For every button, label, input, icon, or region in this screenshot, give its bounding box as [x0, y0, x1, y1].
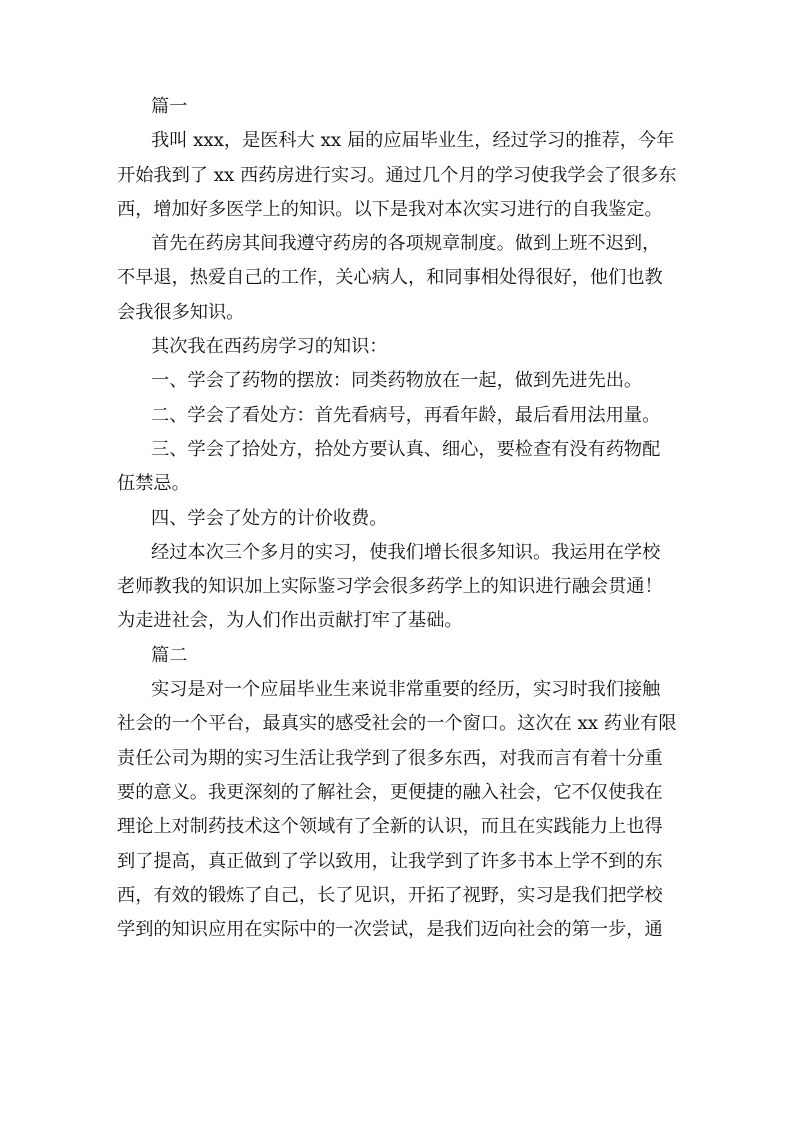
list-item-2: 二、学会了看处方：首先看病号，再看年龄，最后看用法用量。 — [151, 404, 661, 426]
text-line-5: 不早退，热爱自己的工作，关心病人，和同事相处得很好，他们也教 — [117, 267, 663, 289]
text-line-14: 要的意义。我更深刻的了解社会，更便捷的融入社会，它不仅使我在 — [117, 781, 663, 803]
text-line-9: 老师教我的知识加上实际鉴习学会很多药学上的知识进行融会贯通！ — [117, 576, 663, 598]
list-item-3-continuation: 伍禁忌。 — [117, 473, 190, 495]
text-line-13: 责任公司为期的实习生活让我学到了很多东西，对我而言有着十分重 — [117, 747, 663, 769]
text-line-4: 首先在药房其间我遵守药房的各项规章制度。做到上班不迟到， — [151, 233, 661, 255]
document-body — [117, 90, 680, 947]
section-heading-2: 篇二 — [151, 644, 188, 666]
text-line-12: 社会的一个平台，最真实的感受社会的一个窗口。这次在 xx 药业有限 — [117, 713, 677, 735]
text-line-15: 理论上对制药技术这个领域有了全新的认识，而且在实践能力上也得 — [117, 816, 663, 838]
list-item-3: 三、学会了拾处方，拾处方要认真、细心，要检查有没有药物配 — [151, 438, 661, 460]
list-item-4: 四、学会了处方的计价收费。 — [151, 507, 388, 529]
list-item-1: 一、学会了药物的摆放：同类药物放在一起，做到先进先出。 — [151, 370, 643, 392]
text-line-17: 西，有效的锻炼了自己，长了见识，开拓了视野，实习是我们把学校 — [117, 884, 663, 906]
text-line-10: 为走进社会，为人们作出贡献打牢了基础。 — [117, 610, 463, 632]
text-line-2: 开始我到了 xx 西药房进行实习。通过几个月的学习使我学会了很多东 — [117, 164, 677, 186]
text-line-6: 会我很多知识。 — [117, 301, 245, 323]
text-line-3: 西，增加好多医学上的知识。以下是我对本次实习进行的自我鉴定。 — [117, 198, 663, 220]
text-line-7: 其次我在西药房学习的知识： — [151, 336, 388, 358]
section-heading-1: 篇一 — [151, 96, 188, 117]
text-line-11: 实习是对一个应届毕业生来说非常重要的经历，实习时我们接触 — [151, 679, 661, 701]
text-line-8: 经过本次三个多月的实习，使我们增长很多知识。我运用在学校 — [151, 541, 661, 563]
text-line-18: 学到的知识应用在实际中的一次尝试，是我们迈向社会的第一步，通 — [117, 919, 663, 941]
text-line-16: 到了提高，真正做到了学以致用，让我学到了许多书本上学不到的东 — [117, 850, 663, 872]
text-line-1: 我叫 xxx，是医科大 xx 届的应届毕业生，经过学习的推荐，今年 — [151, 130, 675, 152]
